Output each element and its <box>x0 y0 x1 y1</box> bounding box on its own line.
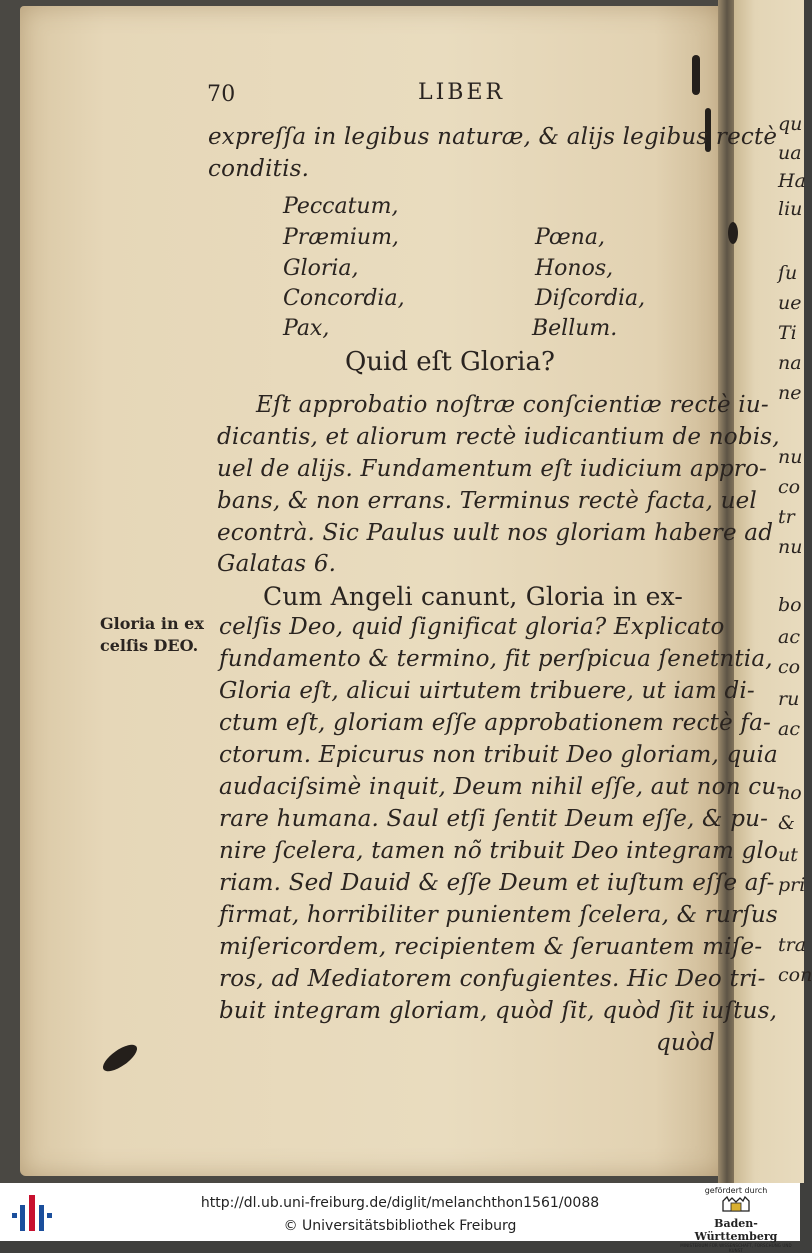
table-item-right: Diſcordia, <box>535 286 646 311</box>
edge-fragment: ut <box>778 844 798 866</box>
edge-fragment: ru <box>778 688 800 710</box>
edge-fragment: co <box>778 476 801 498</box>
text-line: miſericordem, recipientem & ſeruantem miſe- <box>219 934 763 960</box>
edge-fragment: na <box>778 352 802 374</box>
text-line: Galatas 6. <box>217 551 337 577</box>
baden-wuerttemberg-crest-icon <box>719 1195 753 1213</box>
edge-fragment: ac <box>778 718 800 740</box>
table-item-left: Gloria, <box>283 256 359 281</box>
edge-fragment: qu <box>778 113 803 135</box>
table-item-left: Præmium, <box>283 225 399 250</box>
text-line: buit integram gloriam, quòd ſit, quòd ſit iuſtus, <box>219 998 778 1024</box>
text-line: dicantis, et aliorum rectè iudicantium de nobis, <box>217 424 780 450</box>
edge-fragment: ne <box>778 382 802 404</box>
edge-fragment: liu <box>778 198 803 220</box>
section-heading: Quid eſt Gloria? <box>345 347 555 377</box>
text-line: riam. Sed Dauid & eſſe Deum et iuſtum eſſe af- <box>219 870 775 896</box>
copyright-notice: © Universitätsbibliothek Freiburg <box>283 1218 517 1234</box>
edge-fragment: pri <box>778 874 806 896</box>
table-item-right: Pœna, <box>535 225 605 250</box>
margin-note-line: celſis DEO. <box>100 636 199 655</box>
text-line: uel de alijs. Fundamentum eſt iudicium appro- <box>217 456 768 482</box>
viewer-footer <box>0 1183 800 1253</box>
text-line: firmat, horribiliter punientem ſcelera, & rurſus <box>219 902 778 928</box>
text-line: conditis. <box>208 156 310 182</box>
right-page-fragments <box>734 0 812 1183</box>
sponsor-label: gefördert durch <box>704 1186 768 1195</box>
table-item-left: Pax, <box>283 316 330 341</box>
edge-fragment: ua <box>778 142 802 164</box>
catchword: quòd <box>656 1030 715 1056</box>
sponsor-name: Baden-Württemberg <box>694 1217 778 1243</box>
text-line: fundamento & termino, fit perſpicua ſenetntia, <box>219 646 773 672</box>
text-line: econtrà. Sic Paulus uult nos gloriam habere ad <box>217 520 774 546</box>
text-line: ros, ad Mediatorem confugientes. Hic Deo tri- <box>219 966 766 992</box>
text-line: rare humana. Saul etſi ſentit Deum eſſe, & pu- <box>219 806 769 832</box>
text-line: bans, & non errans. Terminus rectè facta, uel <box>217 488 757 514</box>
text-line: Eſt approbatio noſtræ conſcientiæ rectè iu- <box>256 392 769 418</box>
table-item-left: Concordia, <box>283 286 405 311</box>
edge-fragment: ac <box>778 626 800 648</box>
permalink-url[interactable]: http://dl.ub.uni-freiburg.de/diglit/melanchthon1561/0088 <box>200 1195 600 1211</box>
table-item-left: Peccatum, <box>283 194 399 219</box>
text-line: ctum eſt, gloriam eſſe approbationem rectè fa- <box>219 710 771 736</box>
text-line: Cum Angeli canunt, Gloria in ex- <box>263 582 684 611</box>
edge-fragment: nu <box>778 536 803 558</box>
edge-fragment: & <box>778 812 795 834</box>
edge-fragment: tra <box>778 934 807 956</box>
margin-note-line: Gloria in ex <box>100 614 204 633</box>
edge-fragment: bo <box>778 594 802 616</box>
text-line: expreſſa in legibus naturæ, & alijs legibus rectè <box>208 124 778 150</box>
text-line: audaciſsimè inquit, Deum nihil eſſe, aut non cu- <box>219 774 785 800</box>
edge-fragment: co <box>778 656 801 678</box>
running-head: LIBER <box>418 80 506 105</box>
table-item-right: Bellum. <box>532 316 618 341</box>
edge-fragment: tr <box>778 506 795 528</box>
edge-fragment: no <box>778 782 802 804</box>
text-line: celſis Deo, quid ſignificat gloria? Explicato <box>219 614 725 640</box>
table-item-right: Honos, <box>535 256 614 281</box>
page-number: 70 <box>207 82 236 107</box>
sponsor-ministry: MINISTERIUM FÜR WISSENSCHAFT, FORSCHUNG UND KUNST <box>680 1243 792 1253</box>
text-line: Gloria eſt, alicui uirtutem tribuere, ut iam di- <box>219 678 755 704</box>
ink-blot <box>692 55 700 95</box>
text-line: nire ſcelera, tamen nõ tribuit Deo integram glo <box>219 838 779 864</box>
sponsor-block[interactable] <box>680 1185 792 1253</box>
edge-fragment: ue <box>778 292 802 314</box>
edge-fragment: nu <box>778 446 803 468</box>
edge-fragment: Ha <box>778 170 806 192</box>
edge-fragment: ſu <box>778 262 798 284</box>
text-line: ctorum. Epicurus non tribuit Deo gloriam, quia <box>219 742 778 768</box>
edge-fragment: Ti <box>778 322 797 344</box>
edge-fragment: con <box>778 964 812 986</box>
